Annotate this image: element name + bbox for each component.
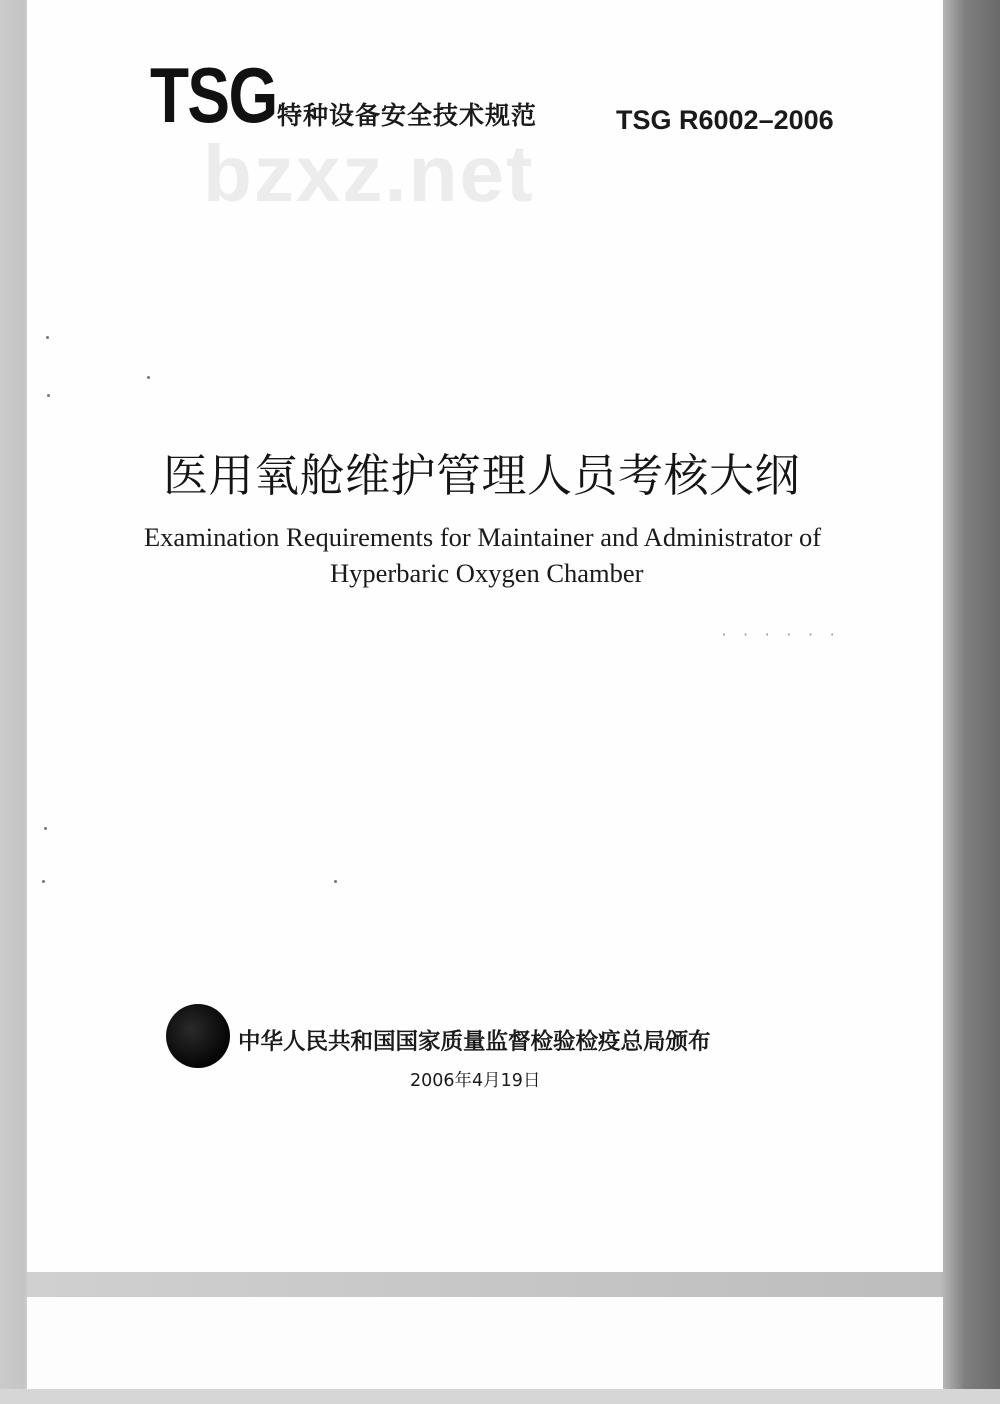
issue-date: 2006年4月19日 [410,1071,541,1091]
standard-number: TSG R6002–2006 [616,105,834,135]
scan-speck [334,880,337,883]
bottom-strip [0,1389,1000,1404]
title-chinese: 医用氧舱维护管理人员考核大纲 [163,449,801,502]
seal-icon [166,1004,230,1068]
next-page-edge [27,1297,943,1389]
watermark: bzxz.net [203,129,535,218]
scan-speck [44,827,47,830]
scan-speck [46,336,49,339]
title-english-line1: Examination Requirements for Maintainer and Administrator of [144,522,822,552]
scan-speck [42,880,45,883]
title-english-line2: Hyperbaric Oxygen Chamber [330,558,644,588]
issuer: 中华人民共和国国家质量监督检验检疫总局颁布 [238,1029,711,1055]
scan-speck [147,376,150,379]
scan-speck [47,394,50,397]
series-label: 特种设备安全技术规范 [277,101,538,130]
faint-stamp-mark: · · · · · · [720,628,840,643]
tsg-logo: TSG [150,51,277,139]
